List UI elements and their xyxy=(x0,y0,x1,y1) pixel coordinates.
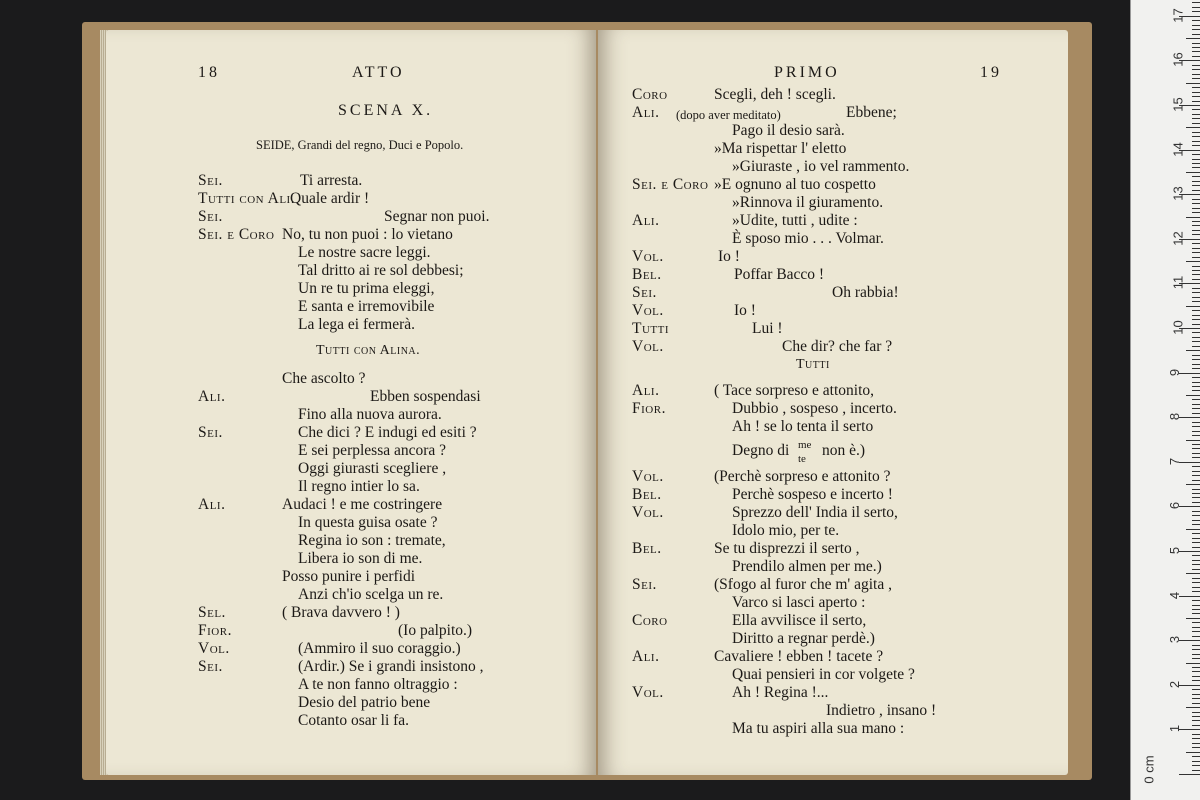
ruler-tick xyxy=(1192,377,1200,378)
ruler-tick xyxy=(1186,38,1200,39)
verse-line: Ah ! Regina !... xyxy=(732,684,829,701)
verse-line: Che ascolto ? xyxy=(282,370,366,387)
ruler-tick xyxy=(1192,591,1200,592)
ruler-tick xyxy=(1192,109,1200,110)
verse-line: No, tu non puoi : lo vietano xyxy=(282,226,453,243)
ruler-tick xyxy=(1192,390,1200,391)
ruler-tick xyxy=(1192,636,1200,637)
verse-line: In questa guisa osate ? xyxy=(298,514,438,531)
verse-line: Scegli, deh ! scegli. xyxy=(714,86,836,103)
ruler-number: 13 xyxy=(1170,186,1186,201)
ruler-tick xyxy=(1192,466,1200,467)
verse-line: Io ! xyxy=(734,302,756,319)
verse-line: (Sfogo al furor che m' agita , xyxy=(714,576,892,593)
ruler-tick xyxy=(1192,199,1200,200)
speaker-label: Sei. xyxy=(198,658,223,675)
ruler-tick xyxy=(1192,680,1200,681)
ruler-number: 7 xyxy=(1167,457,1183,465)
verse-line: Tal dritto ai re sol debbesi; xyxy=(298,262,464,279)
ruler-tick xyxy=(1192,234,1200,235)
ruler-tick xyxy=(1192,547,1200,548)
ruler-tick xyxy=(1192,426,1200,427)
verse-line: Quai pensieri in cor volgete ? xyxy=(732,666,915,683)
ruler-tick xyxy=(1192,190,1200,191)
verse-line: Ebbene; xyxy=(846,104,897,121)
ruler-tick xyxy=(1192,649,1200,650)
ruler-tick xyxy=(1186,440,1200,441)
stage-direction: (dopo aver meditato) xyxy=(676,108,781,122)
page-number: 18 xyxy=(198,64,220,81)
ruler-number: 3 xyxy=(1167,636,1183,644)
ruler-tick xyxy=(1186,707,1200,708)
ruler-tick xyxy=(1192,2,1200,3)
ruler-tick xyxy=(1192,257,1200,258)
ruler-tick xyxy=(1192,386,1200,387)
verse-line: Ma tu aspiri alla sua mano : xyxy=(732,720,905,737)
ruler-tick xyxy=(1186,83,1200,84)
ruler-tick xyxy=(1192,274,1200,275)
verse-line: Diritto a regnar perdè.) xyxy=(732,630,875,647)
ruler-tick xyxy=(1192,87,1200,88)
ruler-tick xyxy=(1186,663,1200,664)
ruler-number: 17 xyxy=(1170,8,1186,23)
ruler-tick xyxy=(1192,694,1200,695)
ruler-tick xyxy=(1192,56,1200,57)
ruler-tick xyxy=(1192,475,1200,476)
page-number: 19 xyxy=(980,64,1002,81)
speaker-label: Ali. xyxy=(632,104,660,121)
verse-superscript: me xyxy=(798,439,812,451)
speaker-label: Ali. xyxy=(198,388,226,405)
ruler-tick xyxy=(1192,359,1200,360)
ruler-tick xyxy=(1179,417,1200,418)
ruler-tick xyxy=(1192,538,1200,539)
ruler-tick xyxy=(1192,627,1200,628)
speaker-label: Coro xyxy=(632,86,668,103)
ruler-tick xyxy=(1192,225,1200,226)
measuring-ruler xyxy=(1130,0,1200,800)
ruler-tick xyxy=(1192,578,1200,579)
speaker-label: Sei. xyxy=(632,576,657,593)
ruler-tick xyxy=(1192,65,1200,66)
ruler-tick xyxy=(1192,734,1200,735)
ruler-number: 15 xyxy=(1170,97,1186,112)
ruler-tick xyxy=(1192,92,1200,93)
verse-line: Idolo mio, per te. xyxy=(732,522,840,539)
verse-line: Indietro , insano ! xyxy=(826,702,937,719)
ruler-tick xyxy=(1186,261,1200,262)
ruler-tick xyxy=(1192,564,1200,565)
ruler-number: 1 xyxy=(1167,725,1183,733)
ruler-tick xyxy=(1192,96,1200,97)
ruler-tick xyxy=(1179,729,1200,730)
ruler-tick xyxy=(1179,596,1200,597)
verse-subscript: te xyxy=(798,453,806,465)
ruler-tick xyxy=(1186,529,1200,530)
verse-line: Se tu disprezzi il serto , xyxy=(714,540,860,557)
ruler-tick xyxy=(1192,266,1200,267)
section-heading: Tutti con Alina. xyxy=(316,343,421,358)
verse-line: Ah ! se lo tenta il serto xyxy=(732,418,874,435)
ruler-tick xyxy=(1192,11,1200,12)
verse-line: Dubbio , sospeso , incerto. xyxy=(732,400,897,417)
ruler-tick xyxy=(1192,252,1200,253)
ruler-tick xyxy=(1192,123,1200,124)
ruler-tick xyxy=(1192,453,1200,454)
ruler-tick xyxy=(1192,368,1200,369)
speaker-label: Vol. xyxy=(632,504,664,521)
ruler-tick xyxy=(1192,154,1200,155)
ruler-tick xyxy=(1192,7,1200,8)
ruler-tick xyxy=(1192,78,1200,79)
ruler-tick xyxy=(1192,569,1200,570)
verse-line: Sprezzo dell' India il serto, xyxy=(732,504,898,521)
cast-line: SEIDE, Grandi del regno, Duci e Popolo. xyxy=(256,138,464,152)
ruler-tick xyxy=(1179,640,1200,641)
speaker-label: Vol. xyxy=(632,338,664,355)
verse-line: non è.) xyxy=(822,442,866,459)
ruler-number: 14 xyxy=(1170,141,1186,157)
ruler-tick xyxy=(1192,520,1200,521)
ruler-tick xyxy=(1192,43,1200,44)
ruler-tick xyxy=(1192,698,1200,699)
ruler-tick xyxy=(1192,720,1200,721)
verse-line: È sposo mio . . . Volmar. xyxy=(732,230,884,247)
speaker-label: Bel. xyxy=(632,540,662,557)
ruler-tick xyxy=(1192,725,1200,726)
verse-line: Poffar Bacco ! xyxy=(734,266,825,283)
ruler-tick xyxy=(1192,25,1200,26)
ruler-number: 6 xyxy=(1167,502,1183,510)
verse-line: Quale ardir ! xyxy=(290,190,370,207)
ruler-tick xyxy=(1192,29,1200,30)
speaker-label: Sei. e Coro xyxy=(198,226,275,243)
verse-line: Libera io son di me. xyxy=(298,550,423,567)
ruler-number: 4 xyxy=(1167,591,1183,599)
ruler-tick xyxy=(1192,176,1200,177)
ruler-tick xyxy=(1192,136,1200,137)
speaker-label: Ali. xyxy=(632,648,660,665)
verse-line: Io ! xyxy=(718,248,740,265)
ruler-tick xyxy=(1179,373,1200,374)
ruler-tick xyxy=(1192,676,1200,677)
ruler-unit-label: 0 cm xyxy=(1141,755,1157,784)
ruler-number: 16 xyxy=(1170,52,1186,68)
verse-line: E sei perplessa ancora ? xyxy=(298,442,447,459)
ruler-tick xyxy=(1186,127,1200,128)
ruler-tick xyxy=(1192,703,1200,704)
verse-line: »Ma rispettar l' eletto xyxy=(714,140,847,157)
verse-line: Perchè sospeso e incerto ! xyxy=(732,486,893,503)
verse-line: Il regno intier lo sa. xyxy=(298,478,420,495)
ruler-tick xyxy=(1192,560,1200,561)
ruler-tick xyxy=(1192,770,1200,771)
speaker-label: Bel. xyxy=(632,486,662,503)
ruler-tick xyxy=(1192,524,1200,525)
ruler-tick xyxy=(1192,765,1200,766)
speaker-label: Sei. xyxy=(198,208,223,225)
verse-line: Un re tu prima eleggi, xyxy=(298,280,435,297)
ruler-tick xyxy=(1186,395,1200,396)
speaker-label: Sel. xyxy=(198,604,226,621)
ruler-tick xyxy=(1192,435,1200,436)
ruler-tick xyxy=(1186,752,1200,753)
verse-line: Oggi giurasti scegliere , xyxy=(298,460,447,477)
ruler-tick xyxy=(1192,408,1200,409)
ruler-tick xyxy=(1192,141,1200,142)
verse-line: Varco si lasci aperto : xyxy=(732,594,866,611)
verse-line: »Udite, tutti , udite : xyxy=(732,212,858,229)
verse-line: Che dir? che far ? xyxy=(782,338,893,355)
ruler-tick xyxy=(1192,471,1200,472)
ruler-tick xyxy=(1192,279,1200,280)
ruler-tick xyxy=(1192,622,1200,623)
running-head: ATTO xyxy=(352,64,405,81)
ruler-tick xyxy=(1192,248,1200,249)
ruler-tick xyxy=(1192,310,1200,311)
ruler-tick xyxy=(1192,51,1200,52)
ruler-tick xyxy=(1192,502,1200,503)
ruler-tick xyxy=(1192,230,1200,231)
ruler-tick xyxy=(1186,573,1200,574)
speaker-label: Vol. xyxy=(632,302,664,319)
speaker-label: Vol. xyxy=(632,468,664,485)
ruler-tick xyxy=(1192,118,1200,119)
ruler-tick xyxy=(1179,685,1200,686)
ruler-tick xyxy=(1192,208,1200,209)
speaker-label: Tutti xyxy=(632,320,670,337)
ruler-tick xyxy=(1192,364,1200,365)
ruler-tick xyxy=(1192,167,1200,168)
verse-line: Pago il desio sarà. xyxy=(732,122,845,139)
verse-line: E santa e irremovibile xyxy=(298,298,435,315)
verse-line: Degno di xyxy=(732,442,790,459)
ruler-tick xyxy=(1186,618,1200,619)
ruler-tick xyxy=(1192,399,1200,400)
ruler-number: 8 xyxy=(1167,413,1183,421)
speaker-label: Ali. xyxy=(198,496,226,513)
ruler-tick xyxy=(1192,20,1200,21)
ruler-tick xyxy=(1192,297,1200,298)
ruler-tick xyxy=(1192,645,1200,646)
ruler-tick xyxy=(1192,542,1200,543)
ruler-tick xyxy=(1192,448,1200,449)
ruler-tick xyxy=(1179,506,1200,507)
ruler-tick xyxy=(1192,497,1200,498)
ruler-tick xyxy=(1192,221,1200,222)
ruler-number: 10 xyxy=(1170,320,1186,335)
ruler-tick xyxy=(1192,413,1200,414)
verse-line: Desio del patrio bene xyxy=(298,694,431,711)
ruler-tick xyxy=(1192,114,1200,115)
ruler-tick xyxy=(1192,493,1200,494)
ruler-tick xyxy=(1192,324,1200,325)
speaker-label: Sei. xyxy=(198,424,223,441)
speaker-label: Tutti con Ali. xyxy=(198,190,296,207)
ruler-tick xyxy=(1192,756,1200,757)
verse-line: ( Brava davvero ! ) xyxy=(282,604,400,621)
ruler-tick xyxy=(1192,422,1200,423)
ruler-tick xyxy=(1192,212,1200,213)
verse-line: (Ardir.) Se i grandi insistono , xyxy=(298,658,484,675)
ruler-tick xyxy=(1192,716,1200,717)
verse-line: Ebben sospendasi xyxy=(370,388,481,405)
ruler-tick xyxy=(1179,551,1200,552)
ruler-tick xyxy=(1192,480,1200,481)
ruler-tick xyxy=(1192,243,1200,244)
verse-line: Oh rabbia! xyxy=(832,284,899,301)
ruler-tick xyxy=(1192,292,1200,293)
ruler-tick xyxy=(1192,355,1200,356)
verse-line: Anzi ch'io scelga un re. xyxy=(298,586,444,603)
speaker-label: Fior. xyxy=(632,400,666,417)
verse-line: »Rinnova il giuramento. xyxy=(732,194,884,211)
verse-line: Segnar non puoi. xyxy=(384,208,490,225)
verse-line: Lui ! xyxy=(752,320,783,337)
ruler-tick xyxy=(1192,511,1200,512)
ruler-tick xyxy=(1179,462,1200,463)
ruler-tick xyxy=(1192,74,1200,75)
ruler-tick xyxy=(1192,301,1200,302)
ruler-tick xyxy=(1192,346,1200,347)
verse-line: Cotanto osar li fa. xyxy=(298,712,410,729)
speaker-label: Sei. xyxy=(632,284,657,301)
ruler-tick xyxy=(1192,132,1200,133)
section-heading: Tutti xyxy=(796,357,830,372)
ruler-tick xyxy=(1192,457,1200,458)
ruler-tick xyxy=(1192,671,1200,672)
verse-line: Audaci ! e me costringere xyxy=(282,496,443,513)
ruler-tick xyxy=(1192,203,1200,204)
verse-line: (Perchè sorpreso e attonito ? xyxy=(714,468,891,485)
speaker-label: Vol. xyxy=(632,248,664,265)
verse-line: Regina io son : tremate, xyxy=(298,532,446,549)
verse-line: »E ognuno al tuo cospetto xyxy=(714,176,876,193)
ruler-tick xyxy=(1192,533,1200,534)
ruler-tick xyxy=(1192,555,1200,556)
ruler-tick xyxy=(1186,306,1200,307)
verse-line: Fino alla nuova aurora. xyxy=(298,406,442,423)
ruler-tick xyxy=(1192,341,1200,342)
speaker-label: Ali. xyxy=(632,212,660,229)
ruler-tick xyxy=(1192,288,1200,289)
ruler-tick xyxy=(1179,774,1200,775)
ruler-tick xyxy=(1192,489,1200,490)
speaker-label: Vol. xyxy=(198,640,230,657)
ruler-tick xyxy=(1192,319,1200,320)
ruler-tick xyxy=(1192,743,1200,744)
verse-line: (Ammiro il suo coraggio.) xyxy=(298,640,461,657)
ruler-tick xyxy=(1192,185,1200,186)
ruler-tick xyxy=(1192,712,1200,713)
ruler-tick xyxy=(1192,654,1200,655)
ruler-tick xyxy=(1192,761,1200,762)
verse-line: Cavaliere ! ebben ! tacete ? xyxy=(714,648,884,665)
ruler-tick xyxy=(1192,515,1200,516)
verse-line: Le nostre sacre leggi. xyxy=(298,244,431,261)
verse-line: Che dici ? E indugi ed esiti ? xyxy=(298,424,477,441)
ruler-tick xyxy=(1192,163,1200,164)
ruler-number: 11 xyxy=(1170,276,1186,290)
ruler-tick xyxy=(1192,47,1200,48)
ruler-tick xyxy=(1192,587,1200,588)
ruler-tick xyxy=(1192,600,1200,601)
verse-line: ( Tace sorpreso e attonito, xyxy=(714,382,875,399)
ruler-tick xyxy=(1192,582,1200,583)
verse-line: »Giuraste , io vel rammento. xyxy=(732,158,910,175)
ruler-tick xyxy=(1192,159,1200,160)
verse-line: Ti arresta. xyxy=(300,172,363,189)
running-head: PRIMO xyxy=(774,64,840,81)
ruler-tick xyxy=(1186,217,1200,218)
ruler-tick xyxy=(1192,605,1200,606)
ruler-tick xyxy=(1186,350,1200,351)
ruler-tick xyxy=(1192,609,1200,610)
speaker-label: Coro xyxy=(632,612,668,629)
ruler-tick xyxy=(1192,631,1200,632)
ruler-tick xyxy=(1192,145,1200,146)
scene-title: SCENA X. xyxy=(338,102,434,119)
verse-line: Posso punire i perfidi xyxy=(282,568,416,585)
ruler-tick xyxy=(1192,270,1200,271)
ruler-tick xyxy=(1192,101,1200,102)
verse-line: (Io palpito.) xyxy=(398,622,473,639)
verse-line: A te non fanno oltraggio : xyxy=(298,676,458,693)
ruler-tick xyxy=(1192,747,1200,748)
ruler-number: 5 xyxy=(1167,546,1183,555)
ruler-number: 2 xyxy=(1167,680,1183,688)
verse-line: Prendilo almen per me.) xyxy=(732,558,882,575)
ruler-number: 12 xyxy=(1170,231,1186,246)
ruler-tick xyxy=(1192,332,1200,333)
speaker-label: Ali. xyxy=(632,382,660,399)
ruler-tick xyxy=(1192,181,1200,182)
ruler-tick xyxy=(1192,69,1200,70)
ruler-tick xyxy=(1192,689,1200,690)
ruler-tick xyxy=(1192,337,1200,338)
ruler-tick xyxy=(1192,444,1200,445)
ruler-tick xyxy=(1192,667,1200,668)
ruler-tick xyxy=(1192,315,1200,316)
ruler-tick xyxy=(1192,382,1200,383)
ruler-tick xyxy=(1186,172,1200,173)
ruler-tick xyxy=(1192,34,1200,35)
ruler-tick xyxy=(1192,613,1200,614)
speaker-label: Sei. e Coro xyxy=(632,176,709,193)
ruler-tick xyxy=(1192,404,1200,405)
ruler-tick xyxy=(1186,484,1200,485)
ruler-number: 9 xyxy=(1167,368,1183,376)
speaker-label: Fior. xyxy=(198,622,232,639)
ruler-tick xyxy=(1192,431,1200,432)
ruler-tick xyxy=(1192,738,1200,739)
ruler-tick xyxy=(1192,658,1200,659)
verse-line: La lega ei fermerà. xyxy=(298,316,416,333)
verse-line: Ella avvilisce il serto, xyxy=(732,612,867,629)
speaker-label: Bel. xyxy=(632,266,662,283)
speaker-label: Sei. xyxy=(198,172,223,189)
speaker-label: Vol. xyxy=(632,684,664,701)
